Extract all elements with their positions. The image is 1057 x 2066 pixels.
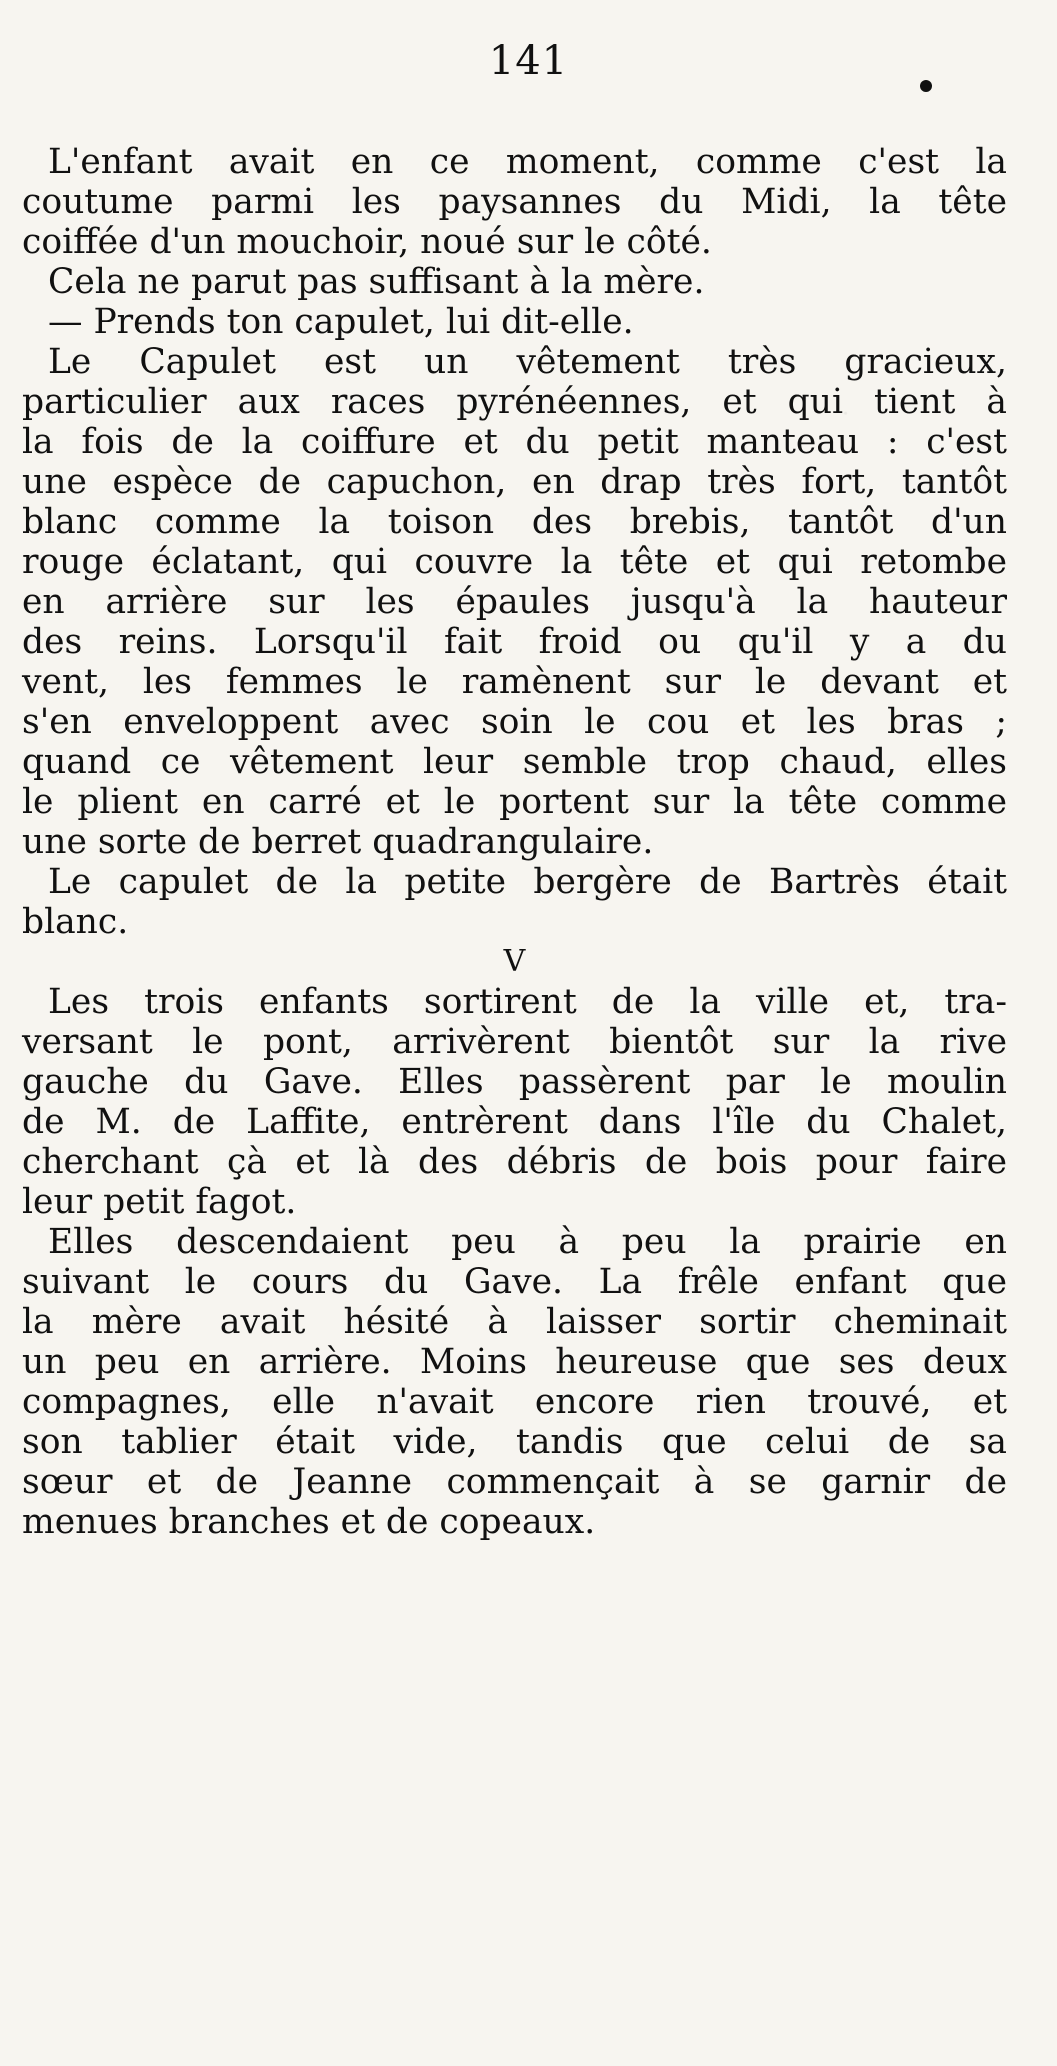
text-line: quand ce vêtement leur semble trop chaud, elles bbox=[22, 742, 1007, 782]
text-line: une sorte de berret quadrangulaire. bbox=[22, 822, 654, 862]
text-line: une espèce de capuchon, en drap très fort, tantôt bbox=[22, 462, 1007, 502]
text-line: menues branches et de copeaux. bbox=[22, 1502, 596, 1542]
text-line: gauche du Gave. Elles passèrent par le moulin bbox=[22, 1062, 1007, 1102]
text-line: Les trois enfants sortirent de la ville et, tra- bbox=[48, 982, 1007, 1022]
text-line: compagnes, elle n'avait encore rien trouvé, et bbox=[22, 1382, 1007, 1422]
text-line: sœur et de Jeanne commençait à se garnir de bbox=[22, 1462, 1007, 1502]
text-line: Elles descendaient peu à peu la prairie en bbox=[48, 1222, 1007, 1262]
text-line: coutume parmi les paysannes du Midi, la tête bbox=[22, 182, 1007, 222]
text-line: particulier aux races pyrénéennes, et qui tient à bbox=[22, 382, 1007, 422]
text-line: cherchant çà et là des débris de bois pour faire bbox=[22, 1142, 1007, 1182]
text-line: — Prends ton capulet, lui dit-elle. bbox=[48, 302, 634, 342]
section-number: V bbox=[503, 944, 526, 979]
text-line: suivant le cours du Gave. La frêle enfant que bbox=[22, 1262, 1007, 1302]
ink-spot bbox=[920, 80, 932, 92]
text-line: L'enfant avait en ce moment, comme c'est la bbox=[48, 142, 1007, 182]
text-line: la fois de la coiffure et du petit manteau : c'est bbox=[22, 422, 1007, 462]
page-number: 141 bbox=[488, 38, 569, 84]
text-line: s'en enveloppent avec soin le cou et les bras ; bbox=[22, 702, 1007, 742]
text-line: vent, les femmes le ramènent sur le devant et bbox=[22, 662, 1007, 702]
text-line: son tablier était vide, tandis que celui de sa bbox=[22, 1422, 1007, 1462]
text-line: en arrière sur les épaules jusqu'à la hauteur bbox=[22, 582, 1007, 622]
text-line: le plient en carré et le portent sur la tête comme bbox=[22, 782, 1007, 822]
text-line: rouge éclatant, qui couvre la tête et qui retombe bbox=[22, 542, 1007, 582]
text-line: blanc. bbox=[22, 902, 129, 942]
text-line: leur petit fagot. bbox=[22, 1182, 297, 1222]
text-line: la mère avait hésité à laisser sortir cheminait bbox=[22, 1302, 1007, 1342]
text-line: Le Capulet est un vêtement très gracieux, bbox=[48, 342, 1007, 382]
text-line: de M. de Laffite, entrèrent dans l'île du Chalet, bbox=[22, 1102, 1007, 1142]
text-line: des reins. Lorsqu'il fait froid ou qu'il y a du bbox=[22, 622, 1007, 662]
text-line: Le capulet de la petite bergère de Bartrès était bbox=[48, 862, 1007, 902]
text-line: Cela ne parut pas suffisant à la mère. bbox=[48, 262, 705, 302]
text-line: coiffée d'un mouchoir, noué sur le côté. bbox=[22, 222, 712, 262]
page-text bbox=[22, 142, 1007, 1542]
bleed-through bbox=[740, 1110, 1040, 1140]
text-line: un peu en arrière. Moins heureuse que ses deux bbox=[22, 1342, 1007, 1382]
text-line: blanc comme la toison des brebis, tantôt d'un bbox=[22, 502, 1007, 542]
text-line: versant le pont, arrivèrent bientôt sur la rive bbox=[22, 1022, 1007, 1062]
